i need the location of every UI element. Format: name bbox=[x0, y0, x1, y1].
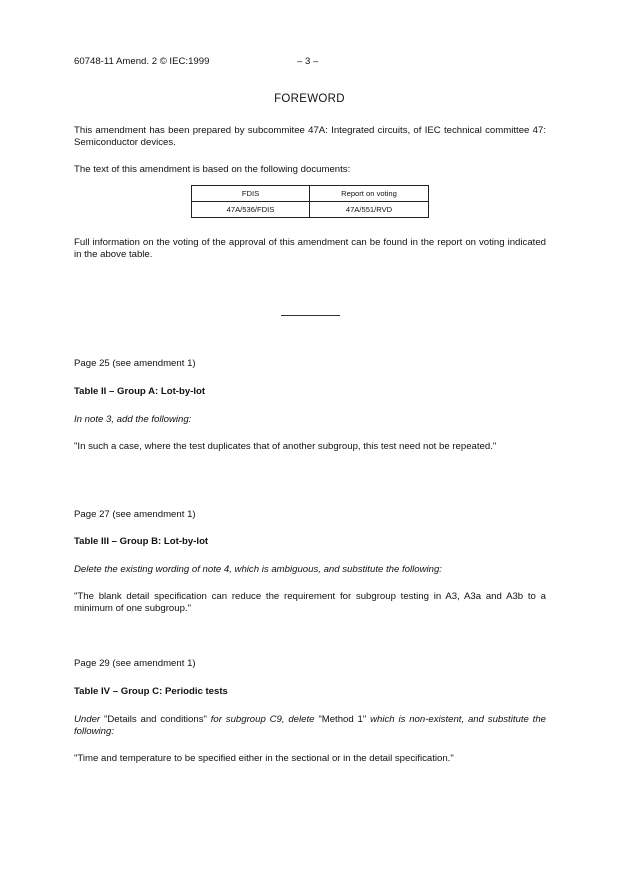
instruction-part: "Method 1" bbox=[318, 714, 367, 725]
section-text: "In such a case, where the test duplicates that of another subgroup, this test need not be repeated." bbox=[74, 441, 497, 452]
instruction-part: which is non-existent, and substitute the following: bbox=[74, 714, 546, 737]
section-heading: Table IV – Group C: Periodic tests bbox=[74, 686, 228, 697]
section-text: "Time and temperature to be specified either in the sectional or in the detail specification." bbox=[74, 753, 454, 764]
section-instruction: Delete the existing wording of note 4, which is ambiguous, and substitute the following: bbox=[74, 564, 442, 575]
section-heading: Table III – Group B: Lot-by-lot bbox=[74, 536, 209, 547]
table-header-cell: FDIS bbox=[192, 186, 310, 202]
instruction-part: Under bbox=[74, 714, 104, 725]
page-number: – 3 – bbox=[297, 56, 319, 67]
instruction-part: "Details and conditions" bbox=[103, 714, 207, 725]
section-instruction: In note 3, add the following: bbox=[74, 414, 192, 425]
foreword-intro: This amendment has been prepared by subcommitee 47A: Integrated circuits, of IEC technical committee 47: Semiconductor devices. bbox=[74, 125, 546, 148]
instruction-part: for subgroup C9, delete bbox=[206, 714, 319, 725]
foreword-voting-info: Full information on the voting of the approval of this amendment can be found in the report on voting indicated in the above table. bbox=[74, 237, 546, 260]
separator-line bbox=[281, 315, 340, 316]
foreword-based-on: The text of this amendment is based on the following documents: bbox=[74, 164, 351, 175]
page-title: FOREWORD bbox=[274, 93, 345, 105]
table-row bbox=[192, 202, 429, 218]
documents-table bbox=[191, 185, 429, 218]
table-cell: 47A/536/FDIS bbox=[192, 202, 310, 218]
section-page-ref: Page 25 (see amendment 1) bbox=[74, 358, 196, 369]
section-page-ref: Page 27 (see amendment 1) bbox=[74, 509, 196, 520]
table-header-cell: Report on voting bbox=[310, 186, 429, 202]
document-reference: 60748-11 Amend. 2 © IEC:1999 bbox=[74, 56, 210, 67]
table-cell: 47A/551/RVD bbox=[310, 202, 429, 218]
section-heading: Table II – Group A: Lot-by-lot bbox=[74, 386, 206, 397]
section-page-ref: Page 29 (see amendment 1) bbox=[74, 658, 196, 669]
section-text: "The blank detail specification can reduce the requirement for subgroup testing in A3, A3a and A3b to a minimum of one subgroup." bbox=[74, 591, 546, 614]
section-instruction bbox=[74, 714, 546, 737]
table-header-row bbox=[192, 186, 429, 202]
